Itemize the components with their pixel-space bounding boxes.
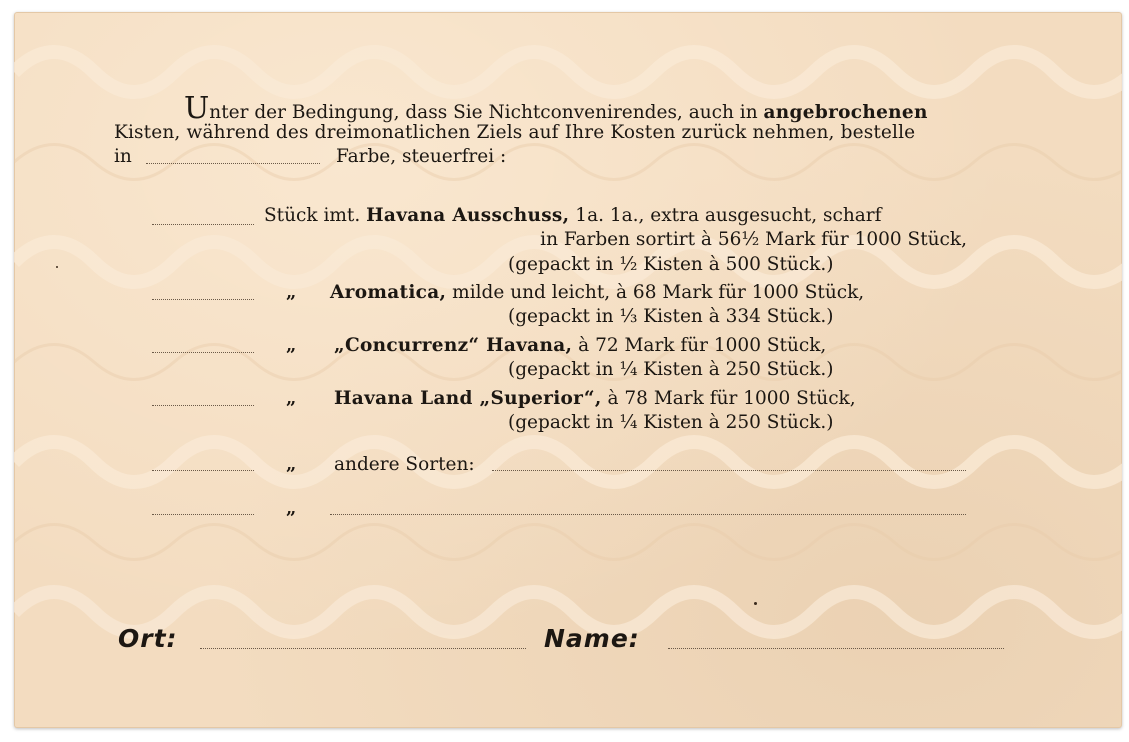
item-2-ditto: „ [286, 282, 297, 303]
quantity-field-4[interactable] [152, 405, 254, 406]
intro-line-3-farbe: Farbe, steuerfrei : [336, 146, 507, 167]
quantity-field-1[interactable] [152, 224, 254, 225]
item-1-name: Havana Ausschuss, [366, 205, 570, 226]
intro-line-1 [184, 91, 928, 126]
other-ditto: „ [286, 454, 297, 475]
other-ditto-2: „ [286, 498, 297, 519]
name-field[interactable] [668, 648, 1004, 649]
speck [754, 602, 757, 605]
item-1-line-2: in Farben sortirt à 56½ Mark für 1000 Stück, [540, 229, 967, 250]
item-2-line-1 [330, 282, 864, 304]
color-field[interactable] [146, 163, 320, 164]
name-label: Name: [544, 624, 640, 653]
quantity-field-5[interactable] [152, 470, 254, 471]
quantity-field-6[interactable] [152, 514, 254, 515]
other-sort-field-2[interactable] [330, 514, 966, 515]
item-4-ditto: „ [286, 388, 297, 409]
speck [56, 266, 58, 268]
item-4-desc: à 78 Mark für 1000 Stück, [607, 388, 856, 409]
intro-initial: U [184, 91, 210, 126]
order-card [14, 12, 1122, 728]
quantity-field-2[interactable] [152, 299, 254, 300]
other-label: andere Sorten: [334, 454, 475, 475]
item-2-desc: milde und leicht, à 68 Mark für 1000 Stück, [452, 282, 865, 303]
item-1-desc: 1a. 1a., extra ausgesucht, scharf [575, 205, 882, 226]
intro-line-3-in: in [114, 146, 132, 167]
intro-line-1-bold: angebrochenen [763, 102, 928, 123]
item-3-name: „Concurrenz“ Havana, [334, 335, 573, 356]
item-3-line-1 [334, 335, 826, 357]
other-sort-field-1[interactable] [492, 470, 966, 471]
item-1-packing: (gepackt in ½ Kisten à 500 Stück.) [508, 254, 834, 275]
intro-line-1-text: nter der Bedingung, dass Sie Nichtconvenirendes, auch in [209, 102, 764, 123]
item-3-desc: à 72 Mark für 1000 Stück, [578, 335, 827, 356]
item-1-qty-label: Stück imt. [264, 205, 361, 226]
item-3-packing: (gepackt in ¼ Kisten à 250 Stück.) [508, 359, 834, 380]
item-4-name: Havana Land „Superior“, [334, 388, 602, 409]
quantity-field-3[interactable] [152, 352, 254, 353]
item-1-line-1 [264, 205, 881, 227]
ort-label: Ort: [118, 624, 178, 653]
item-2-name: Aromatica, [330, 282, 447, 303]
intro-line-2: Kisten, während des dreimonatlichen Ziels auf Ihre Kosten zurück nehmen, bestelle [114, 122, 916, 143]
item-3-ditto: „ [286, 335, 297, 356]
item-4-line-1 [334, 388, 856, 410]
item-4-packing: (gepackt in ¼ Kisten à 250 Stück.) [508, 412, 834, 433]
item-2-packing: (gepackt in ⅓ Kisten à 334 Stück.) [508, 306, 834, 327]
ort-field[interactable] [200, 648, 526, 649]
